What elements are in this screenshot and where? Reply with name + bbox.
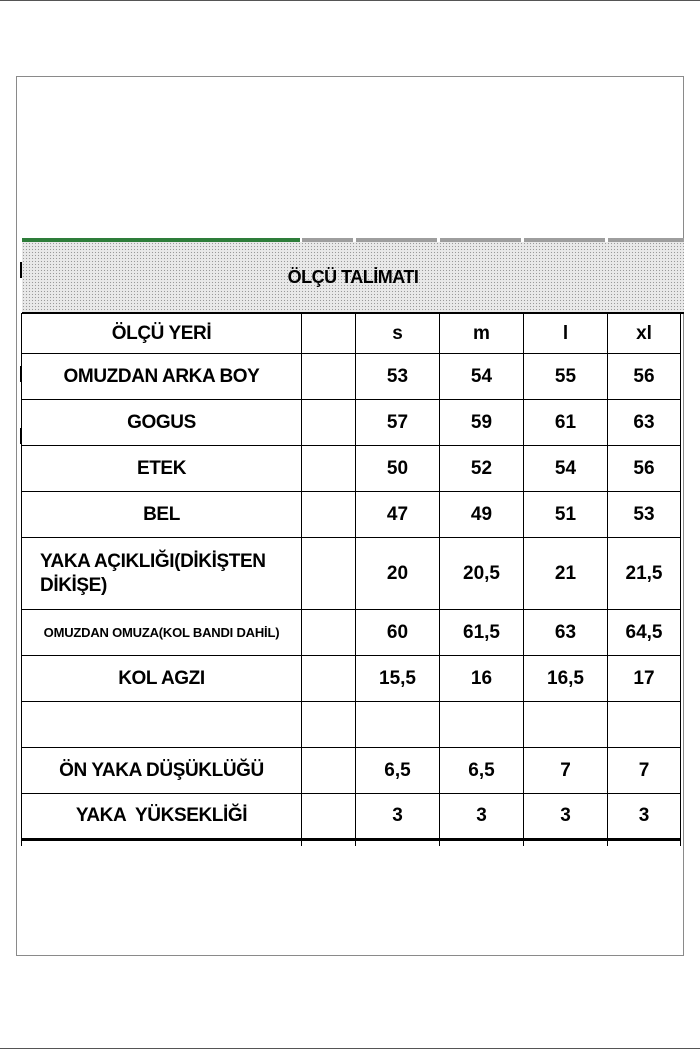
row-label: OMUZDAN ARKA BOY xyxy=(22,354,302,400)
value-cell: 54 xyxy=(440,354,524,400)
value-cell: 21 xyxy=(524,538,608,610)
header-size-s: s xyxy=(356,314,440,354)
table-row xyxy=(22,492,681,538)
row-label: YAKA YÜKSEKLİĞİ xyxy=(22,794,302,840)
value-cell xyxy=(524,702,608,748)
value-cell: 64,5 xyxy=(608,610,681,656)
size-chart-table xyxy=(21,313,681,841)
value-cell: 61 xyxy=(524,400,608,446)
header-blank xyxy=(302,314,356,354)
value-cell: 3 xyxy=(440,794,524,840)
blank-cell xyxy=(302,446,356,492)
table-row xyxy=(22,656,681,702)
row-label: KOL AGZI xyxy=(22,656,302,702)
value-cell xyxy=(356,702,440,748)
grid-stub xyxy=(301,838,302,846)
value-cell: 3 xyxy=(356,794,440,840)
bottom-border-line xyxy=(0,1048,700,1049)
value-cell: 21,5 xyxy=(608,538,681,610)
value-cell: 7 xyxy=(524,748,608,794)
value-cell: 7 xyxy=(608,748,681,794)
header-size-l: l xyxy=(524,314,608,354)
title-band xyxy=(22,242,684,314)
value-cell: 53 xyxy=(608,492,681,538)
value-cell: 49 xyxy=(440,492,524,538)
row-label: GOGUS xyxy=(22,400,302,446)
blank-cell xyxy=(302,400,356,446)
header-olcu-yeri: ÖLÇÜ YERİ xyxy=(22,314,302,354)
value-cell: 50 xyxy=(356,446,440,492)
row-label: ÖN YAKA DÜŞÜKLÜĞÜ xyxy=(22,748,302,794)
value-cell: 3 xyxy=(524,794,608,840)
grid-stub xyxy=(523,838,524,846)
value-cell xyxy=(608,702,681,748)
value-cell: 59 xyxy=(440,400,524,446)
blank-cell xyxy=(302,702,356,748)
value-cell: 3 xyxy=(608,794,681,840)
table-row-empty xyxy=(22,702,681,748)
table-row xyxy=(22,748,681,794)
grid-stub xyxy=(607,838,608,846)
grid-stub xyxy=(680,838,681,846)
value-cell: 47 xyxy=(356,492,440,538)
row-label: YAKA AÇIKLIĞI(DİKİŞTEN DİKİŞE) xyxy=(22,538,302,610)
value-cell: 20 xyxy=(356,538,440,610)
table-row xyxy=(22,794,681,840)
grid-stub xyxy=(21,838,22,846)
value-cell: 60 xyxy=(356,610,440,656)
page-title: ÖLÇÜ TALİMATI xyxy=(287,266,419,287)
table-row xyxy=(22,610,681,656)
value-cell: 54 xyxy=(524,446,608,492)
value-cell: 63 xyxy=(524,610,608,656)
grid-stub xyxy=(355,838,356,846)
value-cell: 56 xyxy=(608,354,681,400)
value-cell: 55 xyxy=(524,354,608,400)
value-cell: 17 xyxy=(608,656,681,702)
table-header-row xyxy=(22,314,681,354)
value-cell: 16,5 xyxy=(524,656,608,702)
table-row xyxy=(22,538,681,610)
value-cell: 56 xyxy=(608,446,681,492)
value-cell: 53 xyxy=(356,354,440,400)
header-size-xl: xl xyxy=(608,314,681,354)
header-size-m: m xyxy=(440,314,524,354)
value-cell: 63 xyxy=(608,400,681,446)
value-cell: 15,5 xyxy=(356,656,440,702)
blank-cell xyxy=(302,656,356,702)
blank-cell xyxy=(302,354,356,400)
blank-cell xyxy=(302,538,356,610)
table-row xyxy=(22,400,681,446)
blank-cell xyxy=(302,794,356,840)
value-cell: 6,5 xyxy=(440,748,524,794)
row-label: ETEK xyxy=(22,446,302,492)
grid-stub xyxy=(439,838,440,846)
row-label xyxy=(22,702,302,748)
blank-cell xyxy=(302,492,356,538)
table-row xyxy=(22,446,681,492)
value-cell: 61,5 xyxy=(440,610,524,656)
top-border-line xyxy=(0,0,700,1)
value-cell: 16 xyxy=(440,656,524,702)
value-cell: 52 xyxy=(440,446,524,492)
row-label: OMUZDAN OMUZA(KOL BANDI DAHİL) xyxy=(22,610,302,656)
row-label: BEL xyxy=(22,492,302,538)
value-cell: 6,5 xyxy=(356,748,440,794)
value-cell: 51 xyxy=(524,492,608,538)
blank-cell xyxy=(302,610,356,656)
table-row xyxy=(22,354,681,400)
value-cell: 57 xyxy=(356,400,440,446)
blank-cell xyxy=(302,748,356,794)
value-cell: 20,5 xyxy=(440,538,524,610)
value-cell xyxy=(440,702,524,748)
